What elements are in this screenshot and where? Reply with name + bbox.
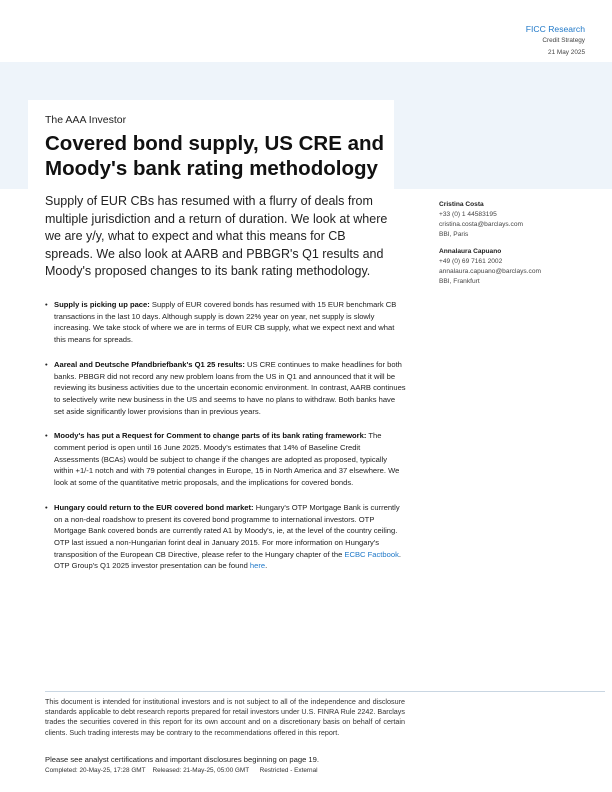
report-team: Credit Strategy: [542, 37, 585, 44]
bullet-icon: •: [45, 502, 48, 512]
author-entity: BBI, Frankfurt: [439, 278, 480, 285]
author-entity: BBI, Paris: [439, 231, 469, 238]
key-point: [45, 359, 407, 418]
key-point-text: .: [265, 561, 268, 571]
key-point-heading: Hungary could return to the EUR covered bond market:: [54, 502, 254, 512]
key-point: [45, 502, 407, 572]
report-date: 21 May 2025: [548, 49, 585, 56]
report-header: [526, 23, 585, 59]
key-point-text: Supply of EUR covered bonds has resumed with 15 EUR benchmark CB transactions in the last 10 days. Although supply is down 22% year on year, net supply is slowly increasing. We take stock of where we are in terms of EUR CB supply, what we expect next and what this means for spreads.: [54, 300, 397, 345]
author-name: Annalaura Capuano: [439, 248, 502, 255]
key-point-text: Hungary's OTP Mortgage Bank is currently on a non-deal roadshow to present its covered bond programme to international investors. OTP Mortgage Bank covered bonds are currently rated A1 by Moody's, ie, at the level of the country ceiling. OTP last issued a non-Hungarian forint deal in January 2015. For more information on Hungary's transposition of the European CB Directive, please refer to the Hungary chapter of the: [54, 502, 400, 559]
bullet-icon: •: [45, 431, 48, 441]
report-division: FICC Research: [525, 24, 585, 34]
key-point-text: . OTP Group's Q1 2025 investor presentation can be found: [54, 549, 401, 571]
author-block: [439, 247, 599, 287]
page-title: Covered bond supply, US CRE and Moody's bank rating methodology: [45, 132, 385, 180]
key-point-text: US CRE continues to make headlines for both banks. PBBGR did not record any new problem loans from the US in Q1 and announced that it will be reviewing its business activities due to the uncertain economic environment. In contrast, AARB continues to selectively write new business in the US and seems to have no plans to withdraw. Both banks have set aside significantly lower provisions than in previous years.: [54, 359, 406, 416]
key-points-list: [45, 299, 407, 585]
author-phone: +33 (0) 1 44583195: [439, 211, 497, 218]
key-point: [45, 430, 407, 489]
key-point: [45, 299, 407, 346]
author-email[interactable]: cristina.costa@barclays.com: [439, 221, 524, 228]
key-point-text: The comment period is open until 16 June 2025. Moody's estimates that 14% of Baseline Credit Assessments (BCAs) would be subject to change if the changes are adopted as proposed, typically within +1/-1 notch and with 79 potential changes in Europe, 15 in North America and 37 elsewhere. We look at some of the quantitative metric proposals, and the implications for covered bonds.: [54, 431, 400, 488]
footer-meta: [45, 767, 318, 774]
author-email[interactable]: annalaura.capuano@barclays.com: [439, 268, 541, 275]
key-point-heading: Moody's has put a Request for Comment to change parts of its bank rating framework:: [54, 431, 367, 441]
footer-divider: [45, 691, 605, 692]
restriction-label: Restricted - External: [259, 767, 318, 774]
key-point-heading: Aareal and Deutsche Pfandbriefbank's Q1 25 results:: [54, 359, 245, 369]
disclaimer-text: This document is intended for institutional investors and is not subject to all of the independence and disclosure standards applicable to debt research reports prepared for retail investors under U.S. FINRA Rule 2242. Barclays trades the securities covered in this report for its own account and on a discretionary basis on behalf of certain clients. Such trading interests may be contrary to the recommendations offered in this report.: [45, 697, 405, 737]
ecbc-factbook-link[interactable]: ECBC Factbook: [344, 549, 399, 559]
completed-time: Completed: 20-May-25, 17:28 GMT: [45, 767, 146, 774]
author-block: [439, 200, 599, 240]
investor-presentation-link[interactable]: here: [249, 561, 266, 571]
disclosures-note: Please see analyst certifications and important disclosures beginning on page 19.: [45, 755, 319, 764]
summary-lede: Supply of EUR CBs has resumed with a flurry of deals from multiple jurisdiction and a return of duration. We look at where we are y/y, what to expect and what this means for CB spreads. We also look at AARB and PBBGR's Q1 results and Moody's proposed changes to its bank rating methodology.: [45, 194, 388, 278]
author-phone: +49 (0) 69 7161 2002: [439, 258, 503, 265]
author-panel: [439, 200, 599, 287]
series-name: The AAA Investor: [45, 114, 127, 126]
bullet-icon: •: [45, 300, 48, 309]
key-point-heading: Supply is picking up pace:: [54, 300, 150, 309]
released-time: Released: 21-May-25, 05:00 GMT: [152, 767, 250, 774]
author-name: Cristina Costa: [439, 201, 484, 208]
bullet-icon: •: [45, 359, 48, 369]
